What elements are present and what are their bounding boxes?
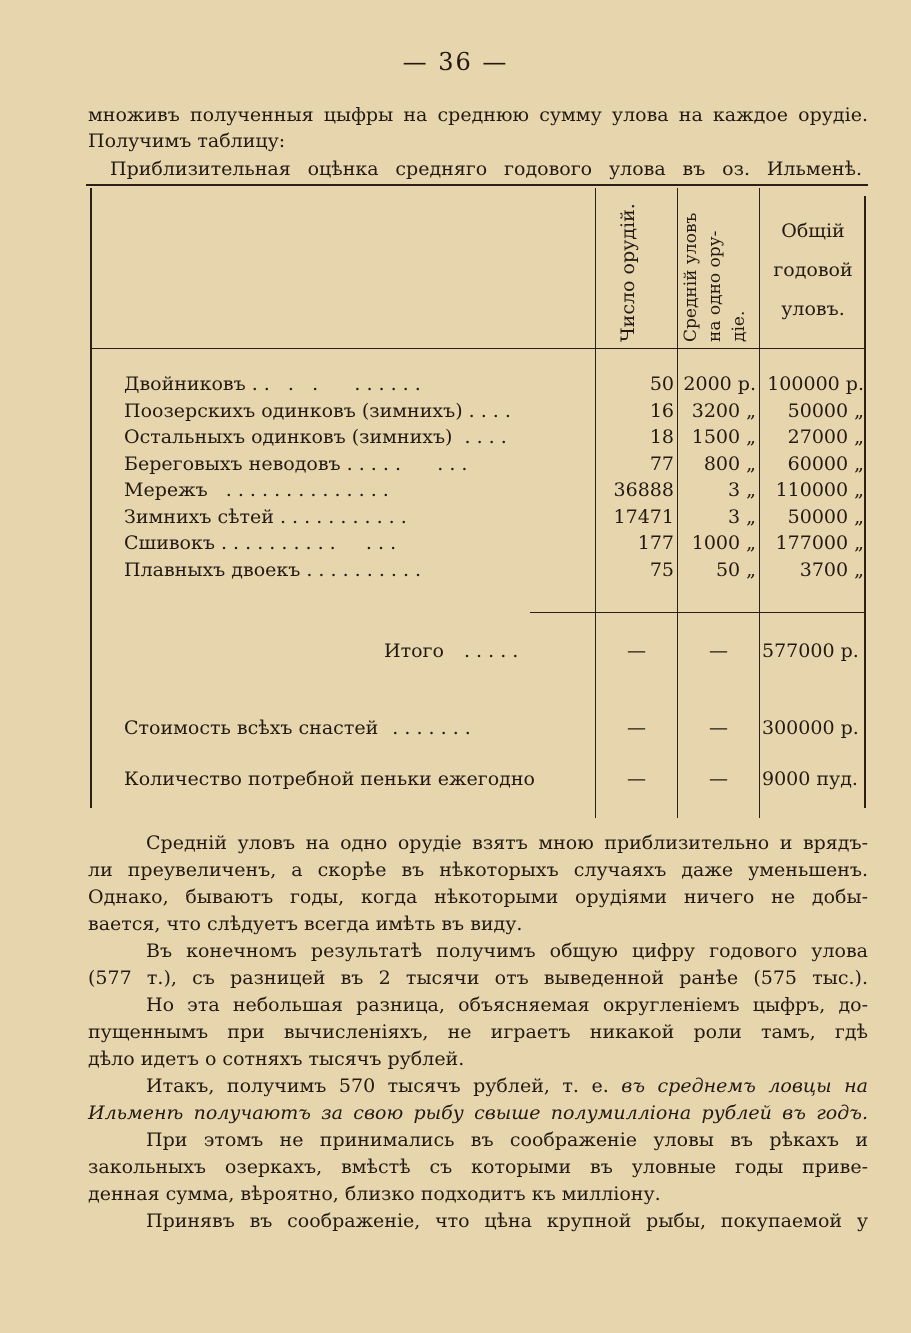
row-leader: . . . .	[468, 400, 511, 422]
itogo-label	[384, 640, 518, 662]
itogo-label-text: Итого	[384, 640, 444, 662]
table-row-label	[124, 559, 594, 581]
header-count: Число орудій.	[617, 203, 639, 342]
para4-line2: Ильменѣ получаютъ за свою рыбу свыше полумилліона рублей въ годъ.	[88, 1102, 868, 1124]
table-row-label	[124, 426, 594, 448]
header-avg-line-1: Средній уловъ	[681, 212, 701, 342]
table-row-count: 77	[649, 453, 674, 475]
table-row-count: 16	[649, 400, 674, 422]
itogo-total: 577000 р.	[762, 640, 859, 662]
table-row-avg: 50 „	[715, 559, 756, 581]
para3-line1: Но эта небольшая разница, объясняемая округленіемъ цыфръ, до-	[146, 994, 868, 1016]
cost-label	[124, 717, 471, 739]
page-number: — 36 —	[402, 48, 509, 76]
para5-line1: При этомъ не принимались въ соображеніе уловы въ рѣкахъ и	[146, 1129, 868, 1151]
table-row-label	[124, 400, 594, 422]
row-name: Сшивокъ	[124, 532, 215, 554]
table-caption: Приблизительная оцѣнка средняго годового улова въ оз. Ильменѣ.	[110, 158, 862, 180]
header-total-line-1: Общій	[781, 220, 845, 242]
para2-line1: Въ конечномъ результатѣ получимъ общую цифру годового улова	[146, 940, 868, 962]
row-leader: . . . .	[458, 426, 507, 448]
para6-line1: Принявъ въ соображеніе, что цѣна крупной рыбы, покупаемой у	[146, 1210, 868, 1232]
para2-line2: (577 т.), съ разницей въ 2 тысячи отъ выведенной ранѣе (575 тыс.).	[88, 967, 868, 989]
hemp-total: 9000 пуд.	[762, 768, 858, 790]
table-row-label	[124, 453, 594, 475]
row-leader: . . . . . . . . . . . . . .	[213, 479, 389, 501]
hemp-label: Количество потребной пеньки ежегодно	[124, 768, 535, 790]
itogo-count: —	[627, 640, 646, 662]
row-leader: . . . . . . . . . .	[306, 559, 422, 581]
row-leader: . . . . . . . . . . . . .	[220, 532, 397, 554]
header-total-line-3: уловъ.	[781, 298, 845, 320]
table-row-count: 17471	[613, 506, 674, 528]
hemp-avg: —	[709, 768, 728, 790]
para4-line1-italic: въ среднемъ ловцы на	[621, 1075, 869, 1097]
table-row-label	[124, 479, 594, 501]
table-row-label	[124, 532, 594, 554]
para1-line3: Однако, бываютъ годы, когда нѣкоторыми орудіями ничего не добы-	[88, 886, 868, 908]
table-row-avg: 3 „	[728, 506, 756, 528]
header-avg-line-2: на одно ору-	[705, 230, 725, 342]
row-name: Зимнихъ сѣтей	[124, 506, 274, 528]
row-name: Остальныхъ одинковъ (зимнихъ)	[124, 426, 453, 448]
cost-avg: —	[709, 717, 728, 739]
table-row-total: 60000 „	[787, 453, 864, 475]
table-row-avg: 2000 р.	[683, 373, 756, 395]
table-row-count: 75	[649, 559, 674, 581]
table-row-total: 3700 „	[799, 559, 864, 581]
row-leader: . . . . . . . . . . .	[279, 506, 407, 528]
cost-leader: . . . . . . .	[392, 717, 471, 739]
row-name: Мережъ	[124, 479, 208, 501]
header-total-line-2: годовой	[773, 259, 853, 281]
table-row-avg: 1500 „	[691, 426, 756, 448]
table-row-total: 110000 „	[775, 479, 864, 501]
table-row-count: 36888	[613, 479, 674, 501]
row-leader: . . . . . . . .	[346, 453, 468, 475]
para3-line2: пущеннымъ при вычисленіяхъ, не играетъ никакой роли тамъ, гдѣ	[88, 1021, 868, 1043]
table-right-rule	[864, 196, 866, 808]
itogo-leader: . . . . .	[463, 640, 519, 662]
table-row-total: 27000 „	[787, 426, 864, 448]
para3-line3: дѣло идетъ о сотняхъ тысячъ рублей.	[88, 1048, 465, 1070]
cost-total: 300000 р.	[762, 717, 859, 739]
para4-line1-normal: Итакъ, получимъ 570 тысячъ рублей, т. е.	[146, 1075, 609, 1097]
table-row-total: 50000 „	[787, 400, 864, 422]
table-row-total: 177000 „	[775, 532, 864, 554]
row-leader: . . . . . . . . . .	[251, 373, 421, 395]
table-left-rule	[90, 188, 92, 808]
para1-line2: ли преувеличенъ, а скорѣе въ нѣкоторыхъ случаяхъ даже уменьшенъ.	[88, 859, 868, 881]
table-row-total: 100000 р.	[767, 373, 864, 395]
table-row-avg: 3 „	[728, 479, 756, 501]
header-bottom-rule	[92, 348, 864, 349]
hemp-count: —	[627, 768, 646, 790]
para4-line1	[146, 1075, 868, 1097]
row-name: Береговыхъ неводовъ	[124, 453, 341, 475]
table-row-label	[124, 373, 594, 395]
itogo-avg: —	[709, 640, 728, 662]
para5-line2: закольныхъ озеркахъ, вмѣстѣ съ которыми въ уловные годы приве-	[88, 1156, 868, 1178]
table-row-label	[124, 506, 594, 528]
intro-line-1: множивъ полученныя цыфры на среднюю сумму улова на каждое орудіе.	[88, 104, 868, 126]
table-row-count: 50	[649, 373, 674, 395]
table-top-rule	[86, 184, 868, 186]
table-row-count: 18	[649, 426, 674, 448]
row-name: Двойниковъ	[124, 373, 246, 395]
para1-line1: Средній уловъ на одно орудіе взятъ мною приблизительно и врядъ-	[146, 832, 868, 854]
itogo-top-rule	[530, 612, 864, 613]
para5-line3: денная сумма, вѣроятно, близко подходитъ къ милліону.	[88, 1183, 661, 1205]
table-row-avg: 3200 „	[691, 400, 756, 422]
table-row-count: 177	[637, 532, 674, 554]
row-name: Плавныхъ двоекъ	[124, 559, 301, 581]
table-row-avg: 800 „	[703, 453, 756, 475]
table-row-total: 50000 „	[787, 506, 864, 528]
cost-label-text: Стоимость всѣхъ снастей	[124, 717, 379, 739]
col-rule-3	[759, 188, 760, 818]
row-name: Поозерскихъ одинковъ (зимнихъ)	[124, 400, 463, 422]
cost-count: —	[627, 717, 646, 739]
intro-line-2: Получимъ таблицу:	[88, 130, 286, 152]
header-avg-line-3: діе.	[729, 310, 749, 342]
table-row-avg: 1000 „	[691, 532, 756, 554]
para1-line4: вается, что слѣдуетъ всегда имѣть въ виду.	[88, 913, 523, 935]
